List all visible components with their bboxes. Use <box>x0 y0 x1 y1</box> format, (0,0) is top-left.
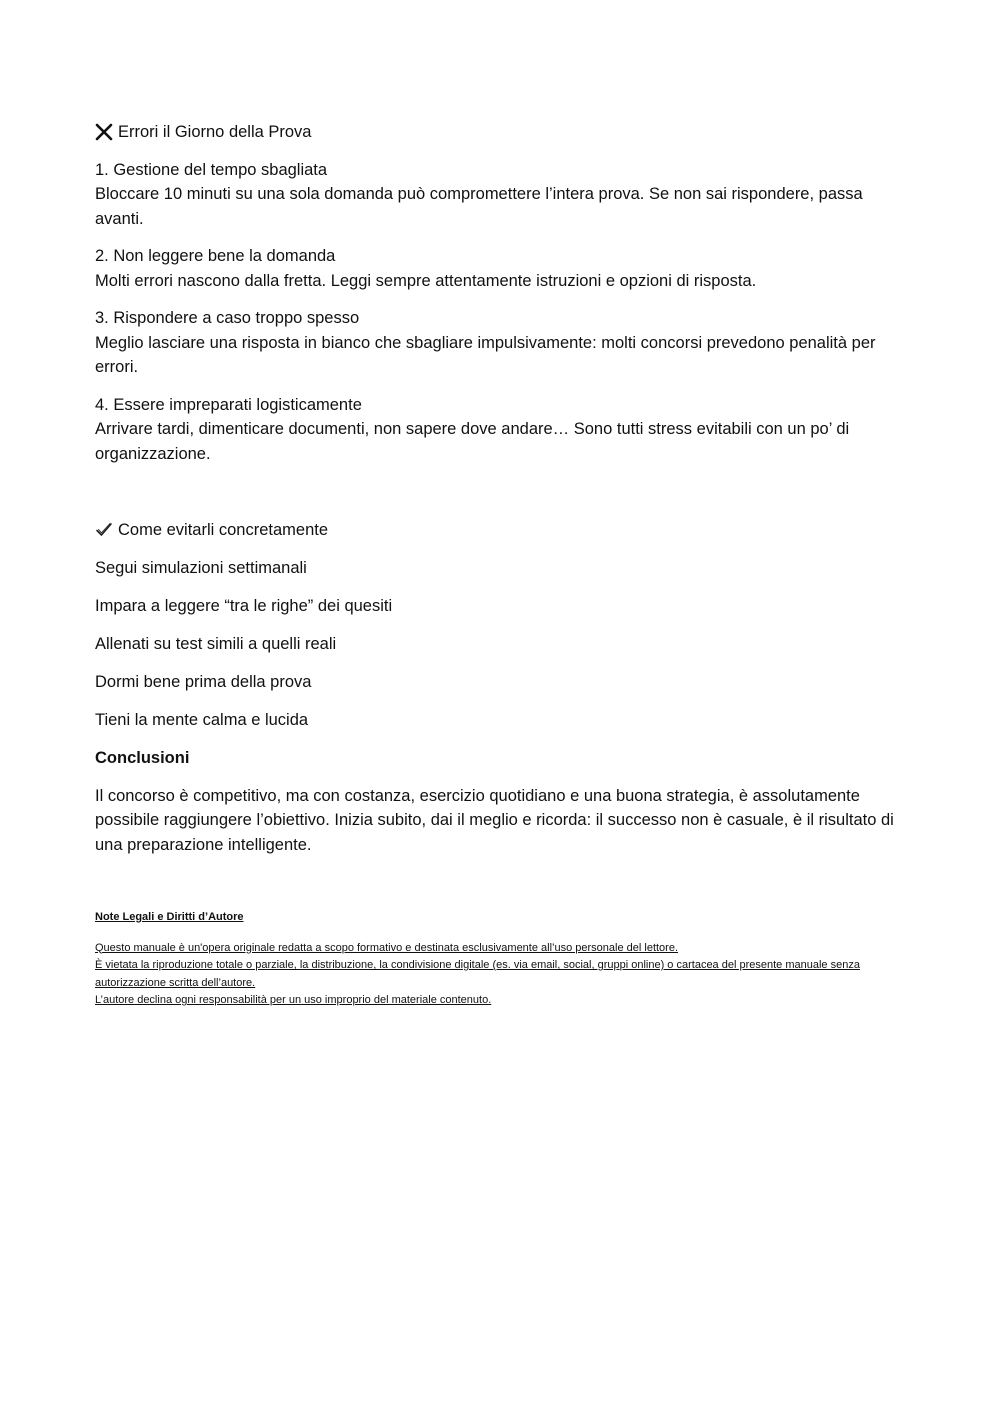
legal-line: È vietata la riproduzione totale o parziale, la distribuzione, la condivisione digitale (es. via email, social, gruppi online) o cartacea del presente manuale senza autorizzazione scritta dell’autore. <box>95 959 860 989</box>
avoid-section-title-text: Come evitarli concretamente <box>118 521 329 539</box>
document-page <box>95 120 905 1010</box>
error-item-text: Meglio lasciare una risposta in bianco che sbagliare impulsivamente: molti concorsi prevedono penalità per errori. <box>95 333 876 376</box>
legal-line: L’autore declina ogni responsabilità per un uso improprio del materiale contenuto. <box>95 994 492 1006</box>
conclusion-title: Conclusioni <box>95 748 190 767</box>
error-item-text: Molti errori nascono dalla fretta. Leggi sempre attentamente istruzioni e opzioni di risposta. <box>95 271 757 290</box>
error-item-heading: 2. Non leggere bene la domanda <box>95 247 336 265</box>
error-item-heading: 4. Essere impreparati logisticamente <box>95 395 362 414</box>
error-item-heading: 1. Gestione del tempo sbagliata <box>95 160 328 179</box>
legal-notes <box>95 909 905 1010</box>
error-item <box>95 244 905 293</box>
error-item <box>95 158 905 232</box>
error-item-text: Arrivare tardi, dimenticare documenti, non sapere dove andare… Sono tutti stress evitabili con un po’ di organizzazione. <box>95 420 850 463</box>
legal-title: Note Legali e Diritti d’Autore <box>95 911 244 923</box>
cross-mark-icon <box>95 123 113 141</box>
error-item <box>95 393 905 467</box>
error-item <box>95 306 905 380</box>
tip-item: Tieni la mente calma e lucida <box>95 710 309 729</box>
section-spacer <box>95 479 905 518</box>
check-mark-icon <box>95 521 113 539</box>
errors-section-title-text: Errori il Giorno della Prova <box>118 123 312 141</box>
tip-item: Allenati su test simili a quelli reali <box>95 634 337 653</box>
error-item-text: Bloccare 10 minuti su una sola domanda può compromettere l’intera prova. Se non sai rispondere, passa avanti. <box>95 185 863 228</box>
conclusion-text: Il concorso è competitivo, ma con costanza, esercizio quotidiano e una buona strategia, è assolutamente possibile raggiungere l’obiettivo. Inizia subito, dai il meglio e ricorda: il successo non è casuale, è il risultato di una preparazione intelligente. <box>95 786 894 854</box>
errors-section-title <box>95 120 905 145</box>
tip-item: Segui simulazioni settimanali <box>95 558 307 577</box>
legal-line: Questo manuale è un'opera originale redatta a scopo formativo e destinata esclusivamente all’uso personale del lettore. <box>95 941 679 954</box>
error-item-heading: 3. Rispondere a caso troppo spesso <box>95 309 360 327</box>
avoid-section-title <box>95 518 905 543</box>
tip-item: Impara a leggere “tra le righe” dei quesiti <box>95 596 393 615</box>
tip-item: Dormi bene prima della prova <box>95 672 312 691</box>
